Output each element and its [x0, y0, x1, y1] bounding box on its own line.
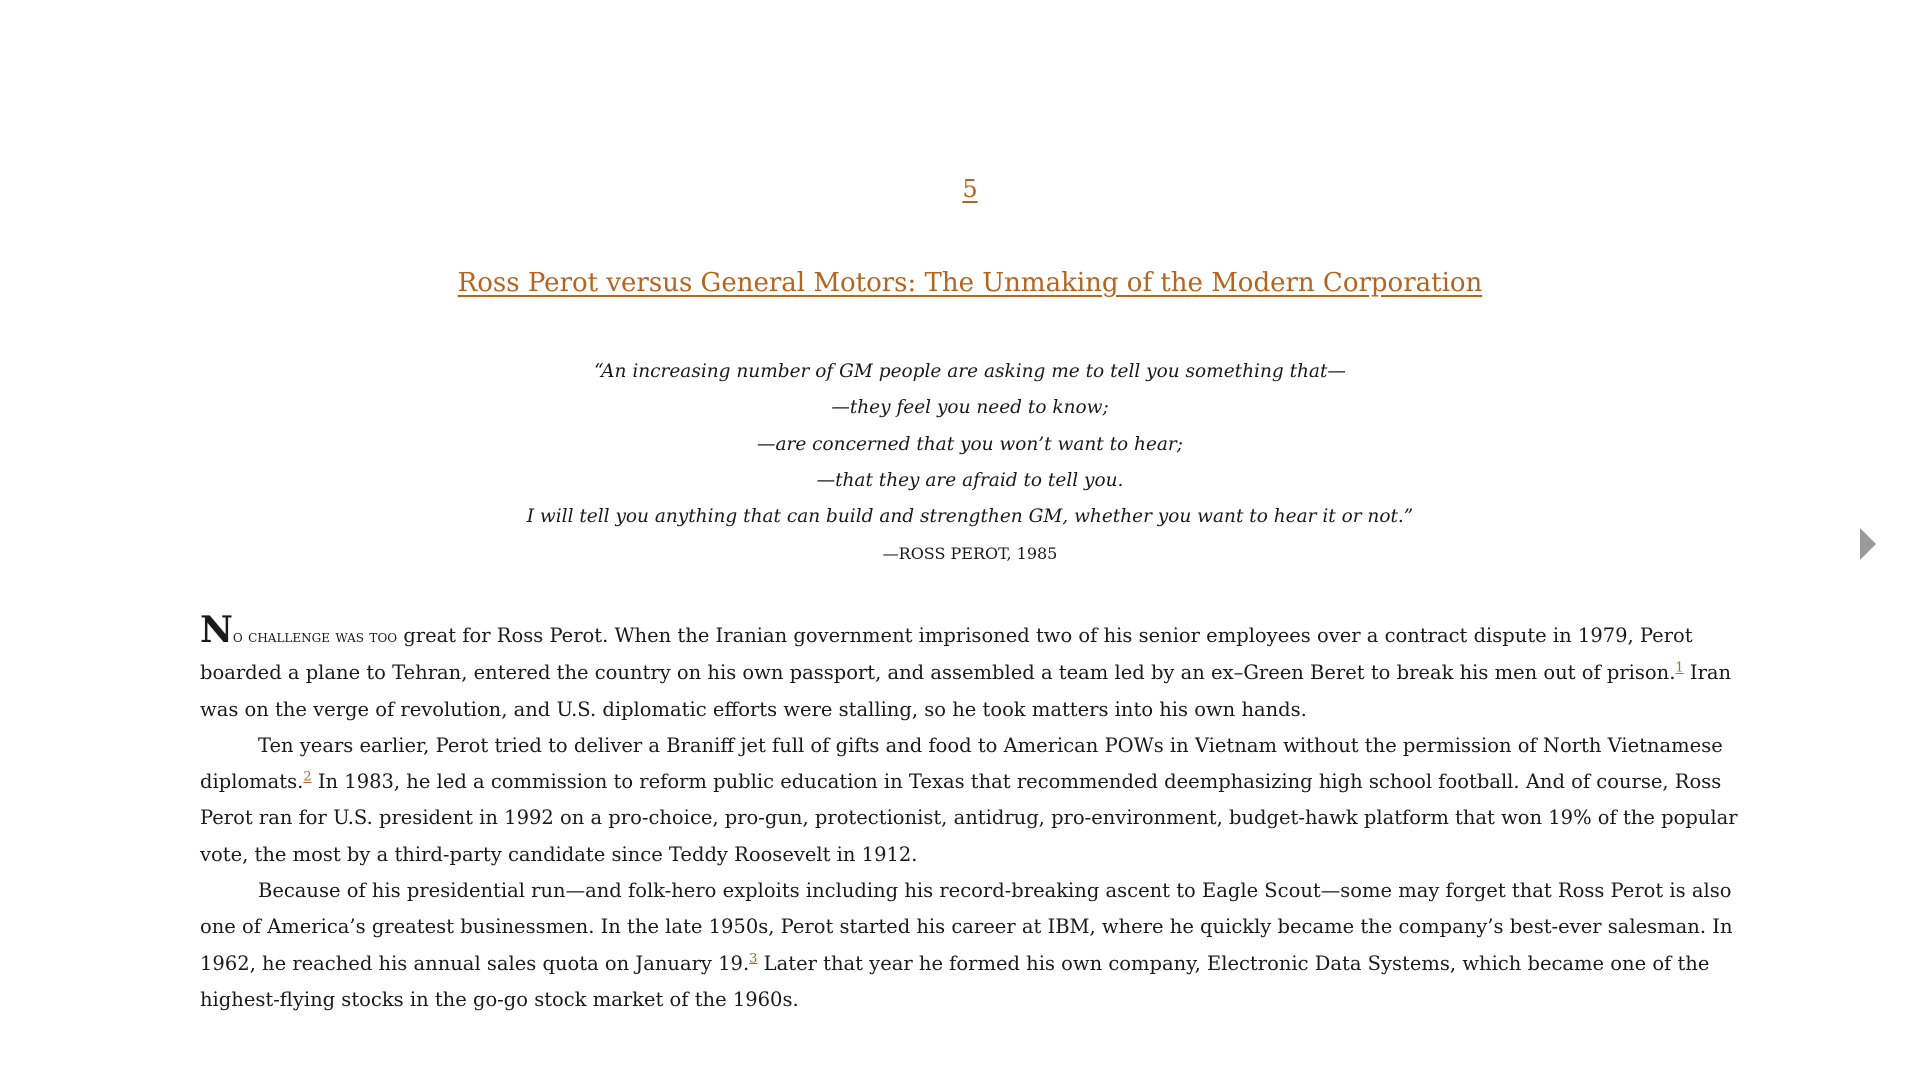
epigraph-line: —they feel you need to know; — [831, 397, 1109, 419]
reader-page — [200, 0, 1740, 1080]
chapter-body — [200, 609, 1740, 1018]
chapter-number — [200, 174, 1740, 204]
paragraph-text: great for Ross Perot. When the Iranian government imprisoned two of his senior employees over a contract dispute in 1979, Perot boarded a plane to Tehran, entered the country on his own passport, and assembled a team led by an ex–Green Beret to break his men out of prison. — [200, 624, 1693, 685]
chapter-number-link[interactable]: 5 — [962, 175, 978, 203]
footnote-ref-3[interactable]: 3 — [749, 951, 758, 967]
drop-cap: N — [200, 609, 233, 651]
epigraph-line: I will tell you anything that can build and strengthen GM, whether you want to hear it or not.” — [526, 506, 1414, 528]
paragraph-text: Iran was on the verge of revolution, and U.S. diplomatic efforts were stalling, so he took matters into his own hands. — [200, 661, 1732, 721]
paragraph-text: Because of his presidential run—and folk-hero exploits including his record-breaking ascent to Eagle Scout—some may forget that Ross Perot is also one of America’s greatest businessmen. In the late 1950s, Perot started his career at IBM, where he quickly became the company’s best-ever salesman. In 1962, he reached his annual sales quota on January 19. — [200, 879, 1733, 975]
epigraph-attribution: —ROSS PEROT, 1985 — [882, 544, 1058, 563]
small-caps-lead: o challenge was too — [232, 627, 398, 647]
paragraph-1 — [200, 609, 1740, 728]
paragraph-3 — [200, 873, 1740, 1018]
footnote-ref-2[interactable]: 2 — [303, 769, 312, 785]
chapter-title-link[interactable]: Ross Perot versus General Motors: The Unmaking of the Modern Corporation — [457, 268, 1483, 298]
paragraph-2 — [200, 728, 1740, 873]
paragraph-text: Ten years earlier, Perot tried to deliver a Braniff jet full of gifts and food to American POWs in Vietnam without the permission of North Vietnamese diplomats. — [200, 733, 1723, 794]
paragraph-text: In 1983, he led a commission to reform public education in Texas that recommended deemphasizing high school football. And of course, Ross Perot ran for U.S. president in 1992 on a pro-choice, pro-gun, protectionist, antidrug, pro-environment, budget-hawk platform that won 19% of the popular vote, the most by a third-party candidate since Teddy Roosevelt in 1912. — [200, 770, 1738, 866]
triangle-right-icon[interactable] — [1860, 528, 1876, 560]
epigraph-line: —are concerned that you won’t want to hear; — [756, 433, 1184, 455]
footnote-ref-1[interactable]: 1 — [1675, 660, 1684, 676]
epigraph — [200, 354, 1740, 535]
epigraph-line: “An increasing number of GM people are asking me to tell you something that— — [594, 361, 1346, 382]
paragraph-text: Later that year he formed his own company, Electronic Data Systems, which became one of the highest-flying stocks in the go-go stock market of the 1960s. — [200, 951, 1710, 1011]
epigraph-line: —that they are afraid to tell you. — [816, 469, 1124, 491]
chapter-title — [200, 266, 1740, 300]
